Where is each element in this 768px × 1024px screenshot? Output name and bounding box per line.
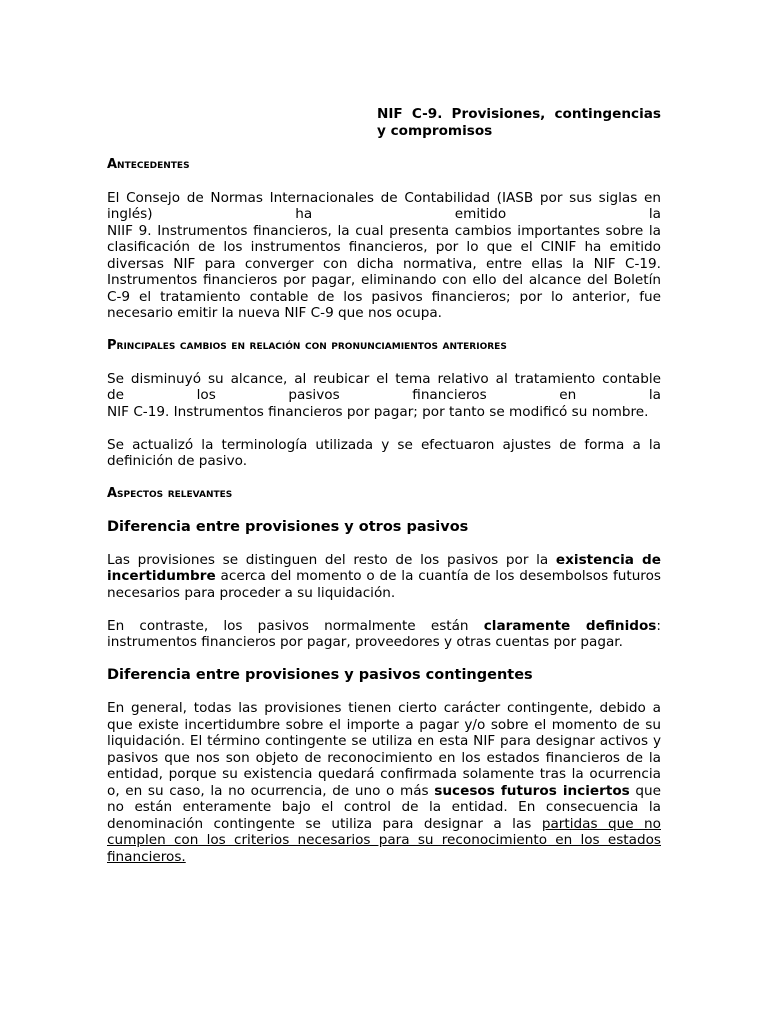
heading-principales-cambios: Principales cambios en relación con pronunciamientos anteriores [107, 338, 507, 353]
paragraph-line: Se disminuyó su alcance, al reubicar el tema relativo al tratamiento contable [107, 370, 661, 387]
heading-aspectos-relevantes: Aspectos relevantes [107, 486, 233, 501]
subheading-provisiones-contingentes: Diferencia entre provisiones y pasivos contingentes [107, 667, 533, 683]
text-run: En contraste, los pasivos normalmente están [107, 617, 484, 634]
heading-antecedentes: Antecedentes [107, 157, 190, 172]
paragraph-line: El Consejo de Normas Internacionales de Contabilidad (IASB por sus siglas en [107, 189, 661, 206]
document-title: NIF C-9. Provisiones, contingencias y compromisos [377, 106, 661, 139]
paragraph-text: NIIF 9. Instrumentos financieros, la cual presenta cambios importantes sobre la clasificación de los instrumentos financieros, por lo que el CINIF ha emitido diversas NIF para converger con dicha normativa, entre ellas la NIF C-19. Instrumentos financieros por pagar, eliminando con ello del alcance del Boletín C-9 el tratamiento contable de los pasivos financieros; por lo anterior, fue necesario emitir la nueva NIF C-9 que nos ocupa. [107, 222, 661, 321]
text-run: que no están enteramente bajo el control de la entidad. En consecuencia la denominación contingente se utiliza para designar a las [107, 782, 661, 832]
text-run: Las provisiones se distinguen del resto de los pasivos por la [107, 551, 556, 568]
paragraph-provisiones-1 [107, 552, 661, 602]
paragraph-line: de los pasivos financieros en la [107, 387, 661, 403]
paragraph-antecedentes [107, 190, 661, 322]
document-page [107, 106, 661, 882]
text-run: En general, todas las provisiones tienen cierto carácter contingente, debido a que existe incertidumbre sobre el importe a pagar y/o sobre el momento de su liquidación. El término contingente se utiliza en esta NIF para designar activos y pasivos que nos son objeto de reconocimiento en los estados financieros de la entidad, porque su existencia quedará confirmada solamente tras la ocurrencia o, en su caso, la no ocurrencia, de uno o más [107, 700, 661, 799]
subheading-provisiones-otros-pasivos: Diferencia entre provisiones y otros pasivos [107, 518, 469, 535]
text-run: acerca del momento o de la cuantía de los desembolsos futuros necesarios para proceder a su liquidación. [107, 568, 661, 601]
bold-text: existencia de incertidumbre [107, 551, 661, 584]
paragraph-text: NIF C-19. Instrumentos financieros por pagar; por tanto se modificó su nombre. [107, 403, 649, 420]
paragraph-provisiones-2 [107, 618, 661, 651]
paragraph-line: inglés) ha emitido la [107, 206, 661, 222]
underlined-text: partidas que no cumplen con los criterios necesarios para su reconocimiento en los estados financieros. [107, 815, 661, 865]
paragraph-contingentes [107, 700, 661, 865]
paragraph-cambios-2: Se actualizó la terminología utilizada y se efectuaron ajustes de forma a la definición de pasivo. [107, 436, 661, 469]
paragraph-cambios-1 [107, 371, 661, 421]
bold-text: claramente definidos [483, 617, 657, 634]
text-run: : instrumentos financieros por pagar, proveedores y otras cuentas por pagar. [107, 617, 661, 650]
bold-text: sucesos futuros inciertos [434, 782, 630, 799]
